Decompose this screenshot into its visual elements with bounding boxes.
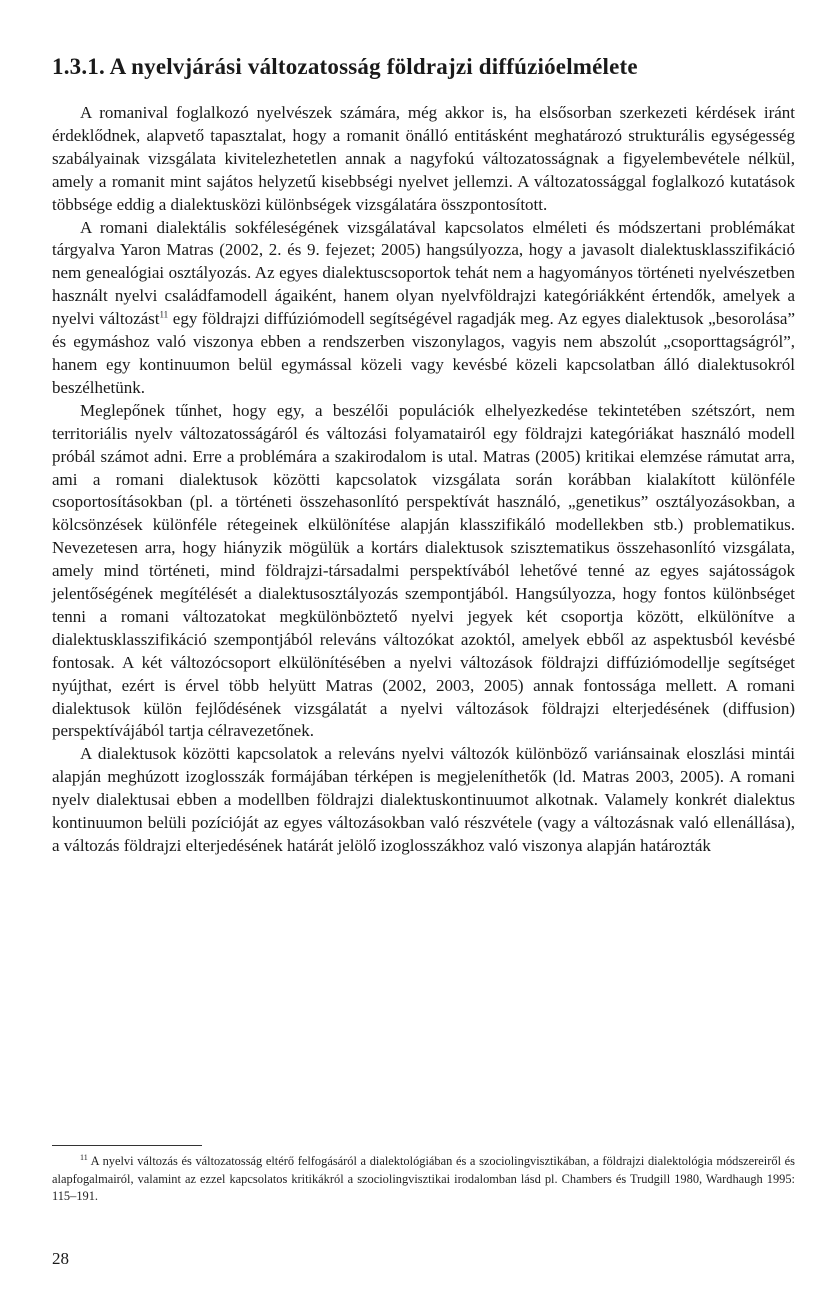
footnote-reference[interactable]: 11	[159, 309, 169, 320]
section-heading: 1.3.1. A nyelvjárási változatosság földrajzi diffúzióelmélete	[52, 54, 638, 79]
paragraph-2	[52, 217, 795, 400]
page-number: 28	[52, 1249, 69, 1268]
paragraph-2-part-b: egy földrajzi diffúziómodell segítségével ragadják meg. Az egyes dialektusok „besorolása” és egymáshoz való viszonya ebben a rendszerben viszonylagos, vagyis nem abszolút „csoporttagságról”, hanem egy kontinuumon belül egymással közeli vagy kevésbé közeli kapcsolatban álló dialektusokról beszélhetünk.	[52, 309, 795, 397]
footnote	[52, 1153, 795, 1206]
paragraph-4: A dialektusok közötti kapcsolatok a releváns nyelvi változók különböző variánsainak eloszlási mintái alapján meghúzott izoglosszák formájában térképen is megjeleníthetők (ld. Matras 2003, 2005). A romani nyelv dialektusai ebben a modellben földrajzi dialektuskontinuumot alkotnak. Valamely konkrét dialektus kontinuumon belüli pozícióját az egyes változásokban való részvétele (vagy a változásnak való ellenállása), a változás földrajzi elterjedésének határát jelölő izoglosszákhoz való viszonya alapján határozták	[52, 744, 795, 855]
paragraph-1: A romanival foglalkozó nyelvészek számára, még akkor is, ha elsősorban szerkezeti kérdések iránt érdeklődnek, alapvető tapasztalat, hogy a romanit önálló entitásként meghatározó strukturális egységesség szabályainak vizsgálata kivitelezhetetlen annak a nagyfokú változatosságnak a figyelembevétele nélkül, amely a romanit mint sajátos helyzetű kisebbségi nyelvet jellemzi. A változatossággal foglalkozó kutatások többsége eddig a dialektusközi különbségek vizsgálatára összpontosított.	[52, 103, 795, 214]
footnote-marker: 11	[80, 1152, 88, 1162]
paragraph-3: Meglepőnek tűnhet, hogy egy, a beszélői populációk elhelyezkedése tekintetében szétszórt, nem territoriális nyelv változatosságáról és változási folyamatairól egy földrajzi kategóriákat használó modell próbál számot adni. Erre a problémára a szakirodalom is utal. Matras (2005) kritikai elemzése rámutat arra, ami a romani dialektusok közötti kapcsolatok vizsgálata során korábban kialakított különféle csoportosításokban (pl. a történeti összehasonlító perspektívát használó, „genetikus” osztályozásokban, a kölcsönzések különféle rétegeinek elkülönítése alapján klasszifikáló modellekben stb.) problematikus. Nevezetesen arra, hogy hiányzik mögülük a kortárs dialektusok szisztematikus összehasonlító vizsgálata, amely mind történeti, mind földrajzi-társadalmi perspektívából lehetővé tenné az egyes sajátosságok jelentőségének megítélését a dialektusosztályozás szempontjából. Hangsúlyozza, hogy fontos különbséget tenni a romani változatokat megkülönböztető nyelvi jegyek két csoportja között, elkülönítve a dialektusklasszifikáció szempontjából releváns változókat azoktól, amelyek ebből az aspektusból kevésbé fontosak. A két változócsoport elkülönítésében a nyelvi változások földrajzi diffúziómodellje segítséget nyújthat, ezért is érvel több helyütt Matras (2002, 2003, 2005) annak fontossága mellett. A romani dialektusok külön fejlődésének vizsgálatát a nyelvi változások földrajzi elterjedésének (diffusion) perspektívájából tartja célravezetőnek.	[52, 400, 795, 741]
page-body	[52, 52, 795, 858]
footnote-text: A nyelvi változás és változatosság eltérő felfogásáról a dialektológiában és a szociolingvisztikában, a földrajzi dialektológia módszereiről és alapfogalmairól, valamint az ezzel kapcsolatos kritikákról a szociolingvisztikai irodalomban lásd pl. Chambers és Trudgill 1980, Wardhaugh 1995: 115–191.	[52, 1154, 795, 1203]
paragraph-2-part-a: A romani dialektális sokféleségének vizsgálatával kapcsolatos elméleti és módszertani problémákat tárgyalva Yaron Matras (2002, 2. és 9. fejezet; 2005) hangsúlyozza, hogy a javasolt dialektusklasszifikáció nem genealógiai osztályozás. Az egyes dialektuscsoportok tehát nem a hagyományos történeti nyelvészetben használt nyelvi családfamodell ágaiként, hanem olyan nyelvföldrajzi kategóriákként értendők, amelyek a nyelvi változást	[52, 217, 795, 329]
footnote-separator	[52, 1145, 202, 1146]
